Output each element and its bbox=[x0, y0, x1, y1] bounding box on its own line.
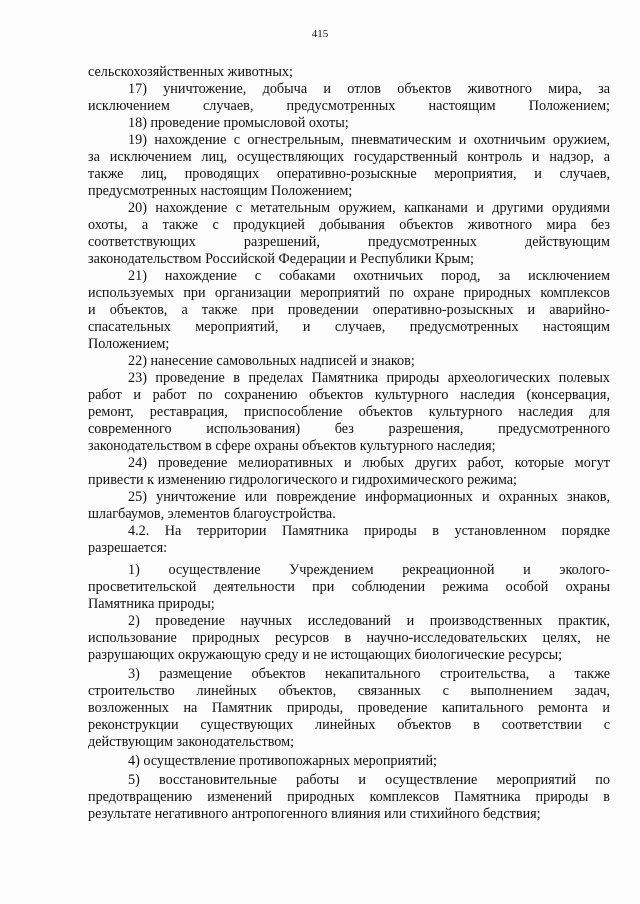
text-line: 5) восстановительные работы и осуществление мероприятий по bbox=[128, 772, 610, 788]
text-line: 20) нахождение с метательным оружием, капканами и другими орудиями bbox=[128, 200, 610, 216]
text-line: Положением; bbox=[88, 336, 170, 352]
text-line: 17) уничтожение, добыча и отлов объектов животного мира, за bbox=[128, 81, 610, 97]
text-line: исключением случаев, предусмотренных настоящим Положением; bbox=[88, 98, 610, 114]
text-line: 1) осуществление Учреждением рекреационной и эколого- bbox=[128, 562, 610, 578]
text-line: охоты, а также с продукцией добывания объектов животного мира без bbox=[88, 217, 610, 233]
text-line: законодательством Российской Федерации и Республики Крым; bbox=[88, 251, 474, 267]
text-line: 4) осуществление противопожарных мероприятий; bbox=[128, 753, 437, 769]
text-line: результате негативного антропогенного влияния или стихийного бедствия; bbox=[88, 806, 541, 822]
page-number: 415 bbox=[311, 28, 329, 40]
text-line: 2) проведение научных исследований и производственных практик, bbox=[128, 613, 610, 629]
text-line: соответствующих разрешений, предусмотренных действующим bbox=[88, 234, 610, 250]
text-line: 23) проведение в пределах Памятника природы археологических полевых bbox=[128, 370, 610, 386]
text-line: также лиц, проводящих оперативно-розыскные мероприятия, и случаев, bbox=[88, 166, 610, 182]
text-line: ремонт, реставрация, приспособление объектов культурного наследия для bbox=[88, 404, 610, 420]
text-line: привести к изменению гидрологического и гидрохимического режима; bbox=[88, 472, 518, 488]
text-line: 25) уничтожение или повреждение информационных и охранных знаков, bbox=[128, 489, 610, 505]
text-line: 18) проведение промысловой охоты; bbox=[128, 115, 349, 131]
text-line: 24) проведение мелиоративных и любых других работ, которые могут bbox=[128, 455, 610, 471]
text-line: 22) нанесение самовольных надписей и знаков; bbox=[128, 353, 415, 369]
text-line: предотвращению изменений природных комплексов Памятника природы в bbox=[88, 789, 610, 805]
text-line: 21) нахождение с собаками охотничьих пород, за исключением bbox=[128, 268, 610, 284]
text-line: законодательством в сфере охраны объектов культурного наследия; bbox=[88, 438, 496, 454]
text-line: шлагбаумов, элементов благоустройства. bbox=[88, 506, 336, 522]
text-line: реконструкции существующих линейных объектов в соответствии с bbox=[88, 717, 610, 733]
text-line: спасательных мероприятий, и случаев, предусмотренных настоящим bbox=[88, 319, 610, 335]
text-line: 3) размещение объектов некапитального строительства, а также bbox=[128, 666, 610, 682]
text-line: сельскохозяйственных животных; bbox=[88, 64, 293, 80]
text-line: использование природных ресурсов в научно-исследовательских целях, не bbox=[88, 630, 610, 646]
text-line: Памятника природы; bbox=[88, 596, 215, 612]
text-line: строительство линейных объектов, связанных с выполнением задач, bbox=[88, 683, 610, 699]
text-line: 19) нахождение с огнестрельным, пневматическим и охотничьим оружием, bbox=[128, 132, 610, 148]
text-line: современного использования) без разрешения, предусмотренного bbox=[88, 421, 610, 437]
text-line: 4.2. На территории Памятника природы в установленном порядке bbox=[128, 523, 610, 539]
text-line: разрушающих окружающую среду и не истощающих биологические ресурсы; bbox=[88, 647, 563, 663]
text-line: разрешается: bbox=[88, 540, 168, 556]
text-line: просветительской деятельности при соблюдении режима особой охраны bbox=[88, 579, 610, 595]
text-line: возложенных на Памятник природы, проведение капитального ремонта и bbox=[88, 700, 610, 716]
text-line: действующим законодательством; bbox=[88, 734, 295, 750]
text-line: используемых при организации мероприятий по охране природных комплексов bbox=[88, 285, 610, 301]
text-line: за исключением лиц, осуществляющих государственный контроль и надзор, а bbox=[88, 149, 610, 165]
text-line: работ и работ по сохранению объектов культурного наследия (консервация, bbox=[88, 387, 610, 403]
text-line: предусмотренных настоящим Положением; bbox=[88, 183, 353, 199]
text-line: и объектов, а также при проведении оперативно-розыскных и аварийно- bbox=[88, 302, 610, 318]
